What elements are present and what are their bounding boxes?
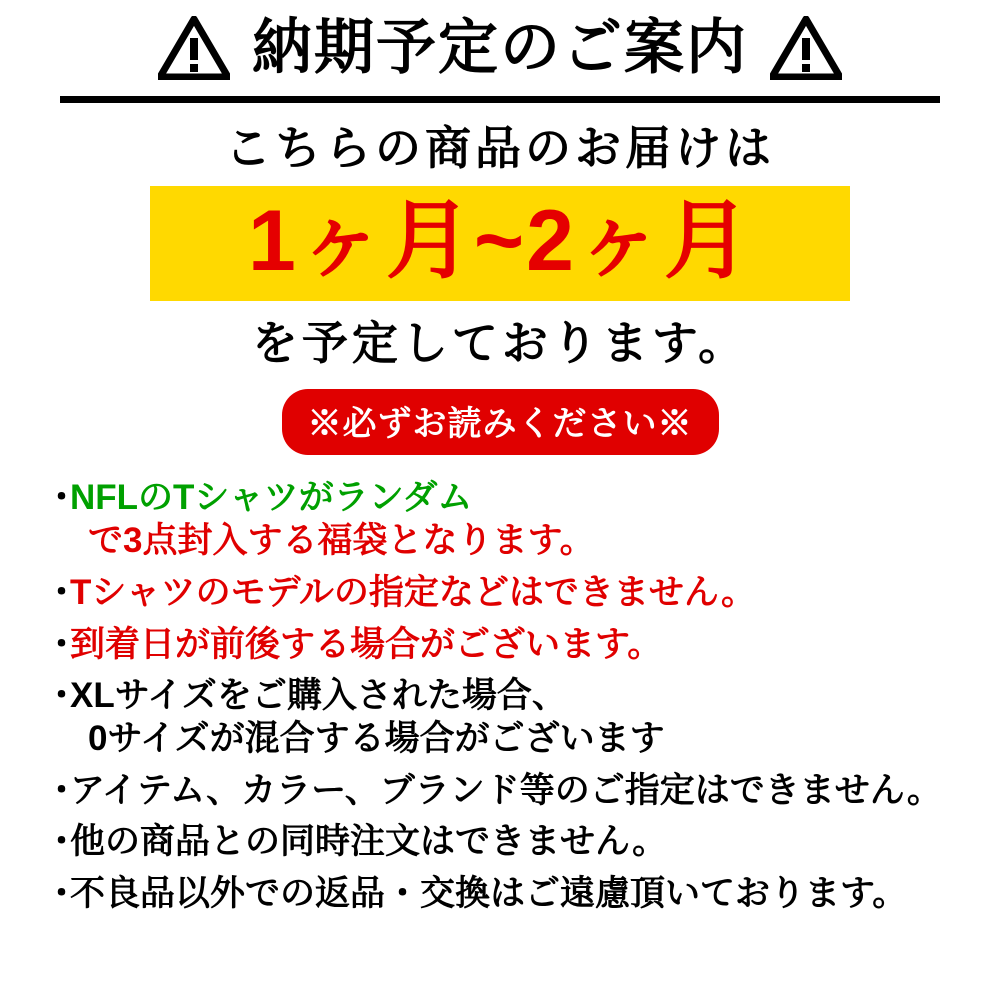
delivery-duration: 1ヶ月~2ヶ月: [248, 193, 752, 290]
note-body: [70, 624, 1000, 667]
note-line: 到着日が前後する場合がございます。: [70, 624, 663, 664]
note-body: [70, 770, 1000, 813]
badge-row: [0, 389, 1000, 455]
note-line: アイテム、カラー、ブランド等のご指定はできません。: [70, 770, 942, 810]
list-item: [44, 873, 1000, 916]
note-body: [70, 675, 1000, 760]
bullet-icon: ・: [44, 624, 80, 664]
bullet-icon: ・: [44, 478, 80, 518]
notes-list: [0, 477, 1000, 915]
bullet-icon: ・: [44, 873, 80, 913]
delivery-block: [0, 121, 1000, 375]
note-line: XLサイズをご購入された場合、: [70, 676, 567, 716]
delivery-line-3: を予定しております。: [251, 317, 749, 370]
note-body: [70, 572, 1000, 615]
warning-triangle-icon: [770, 16, 842, 80]
note-body: [70, 821, 1000, 864]
note-line: で3点封入する福袋となります。: [88, 521, 595, 561]
list-item: [44, 821, 1000, 864]
bullet-icon: ・: [44, 676, 80, 716]
header-divider: [60, 96, 940, 103]
bullet-icon: ・: [44, 822, 80, 862]
note-line: 不良品以外での返品・交換はご遠慮頂いております。: [70, 873, 908, 913]
note-line: Tシャツのモデルの指定などはできません。: [70, 572, 757, 612]
list-item: [44, 477, 1000, 562]
list-item: [44, 624, 1000, 667]
status-badge: ※必ずお読みください※: [282, 389, 719, 455]
delivery-highlight-band: [150, 186, 850, 301]
note-body: [70, 477, 1000, 562]
page-header: [0, 0, 1000, 90]
page-title: 納期予定のご案内: [252, 14, 748, 81]
bullet-icon: ・: [44, 770, 80, 810]
note-body: [70, 873, 1000, 916]
bullet-icon: ・: [44, 572, 80, 612]
note-line: 他の商品との同時注文はできません。: [70, 822, 668, 862]
delivery-line-1: こちらの商品のお届けは: [225, 122, 775, 174]
note-line: NFLのTシャツがランダム: [70, 478, 473, 518]
list-item: [44, 770, 1000, 813]
list-item: [44, 675, 1000, 760]
list-item: [44, 572, 1000, 615]
warning-triangle-icon: [158, 16, 230, 80]
note-line: 0サイズが混合する場合がございます: [88, 718, 665, 758]
